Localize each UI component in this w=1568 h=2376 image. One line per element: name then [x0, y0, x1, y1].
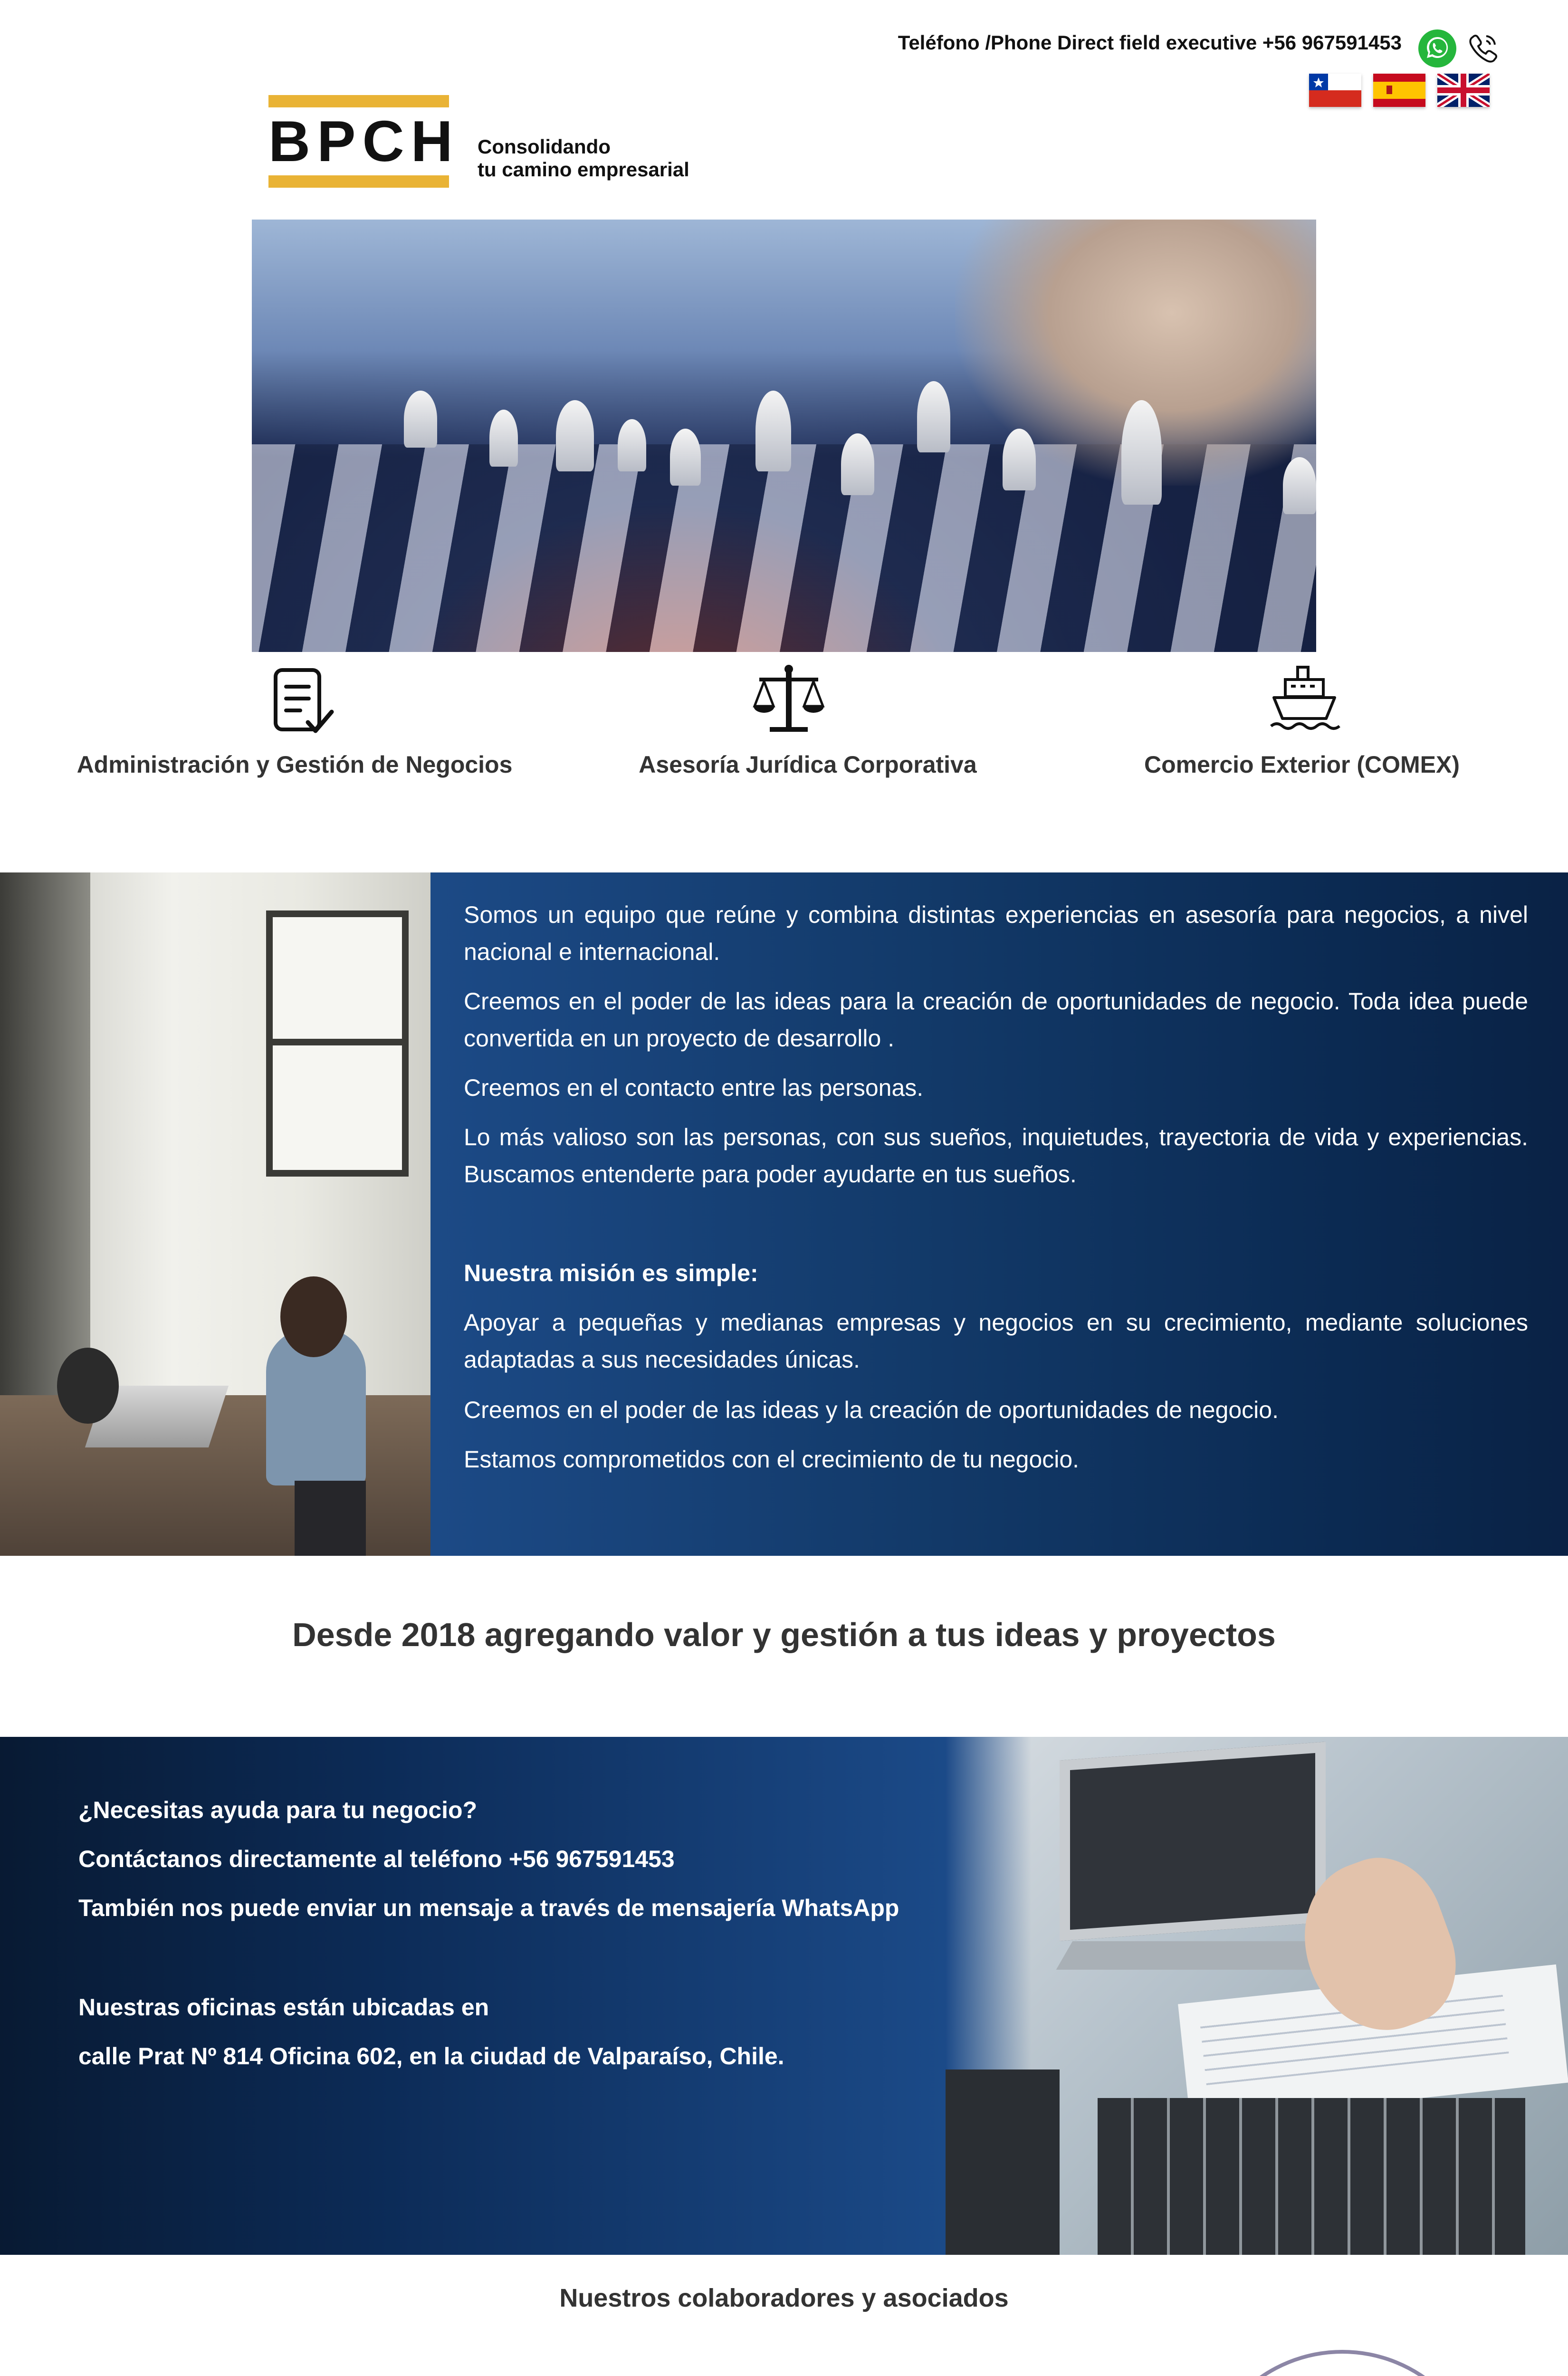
contact-line-1: ¿Necesitas ayuda para tu negocio? [78, 1797, 478, 1823]
uk-flag-icon[interactable] [1437, 74, 1490, 107]
tagline-line-1: Consolidando [478, 135, 611, 158]
whatsapp-icon[interactable] [1418, 29, 1456, 67]
contact-line-3: También nos puede enviar un mensaje a través de mensajería WhatsApp [78, 1895, 899, 1921]
hero-chess-image [252, 220, 1316, 652]
mission-paragraph-2: Creemos en el poder de las ideas y la creación de oportunidades de negocio. [464, 1397, 1279, 1423]
spain-flag-icon[interactable] [1373, 74, 1425, 107]
service-comex[interactable]: Comercio Exterior (COMEX) [1144, 751, 1460, 778]
logo-text: BPCH [268, 109, 459, 173]
since-heading: Desde 2018 agregando valor y gestión a tus ideas y proyectos [292, 1616, 1276, 1653]
contact-line-5: calle Prat Nº 814 Oficina 602, en la ciudad de Valparaíso, Chile. [78, 2043, 784, 2069]
partners-title: Nuestros colaboradores y asociados [559, 2284, 1009, 2312]
contact-laptop-photo [946, 1737, 1568, 2255]
about-office-photo [0, 872, 430, 1556]
scales-icon [751, 661, 827, 737]
phone-icon[interactable] [1463, 29, 1501, 67]
mission-paragraph-1: Apoyar a pequeñas y medianas empresas y negocios en su crecimiento, mediante soluciones adaptadas a sus necesidades únicas. [464, 1309, 1528, 1373]
about-paragraph-1: Somos un equipo que reúne y combina distintas experiencias en asesoría para negocios, a nivel nacional e internacional. [464, 901, 1528, 965]
document-check-icon [266, 665, 342, 741]
ship-icon [1266, 661, 1342, 737]
contact-line-2[interactable]: Contáctanos directamente al teléfono +56 967591453 [78, 1846, 675, 1872]
mission-paragraph-3: Estamos comprometidos con el crecimiento de tu negocio. [464, 1446, 1080, 1473]
about-paragraph-3: Creemos en el contacto entre las personas. [464, 1074, 924, 1101]
contact-line-4: Nuestras oficinas están ubicadas en [78, 1994, 489, 2021]
bpch-logo[interactable] [268, 95, 459, 188]
tagline-line-2: tu camino empresarial [478, 158, 689, 181]
service-legal[interactable]: Asesoría Jurídica Corporativa [639, 751, 977, 778]
service-administration[interactable]: Administración y Gestión de Negocios [76, 751, 513, 778]
header-phone-label: Teléfono /Phone Direct field executive +56 967591453 [898, 31, 1402, 54]
about-paragraph-2: Creemos en el poder de las ideas para la creación de oportunidades de negocio. Toda idea puede convertida en un proyecto de desarrollo . [464, 988, 1528, 1052]
about-paragraph-4: Lo más valioso son las personas, con sus sueños, inquietudes, trayectoria de vida y experiencias. Buscamos entenderte para poder ayudarte en tus sueños. [464, 1124, 1528, 1188]
tres-senderos-exports-logo[interactable] [1200, 2350, 1485, 2376]
about-panel [430, 872, 1568, 1556]
chile-flag-icon[interactable] [1309, 74, 1361, 107]
contact-panel [0, 1737, 946, 2255]
mission-title: Nuestra misión es simple: [464, 1260, 758, 1286]
tagline [478, 135, 689, 181]
